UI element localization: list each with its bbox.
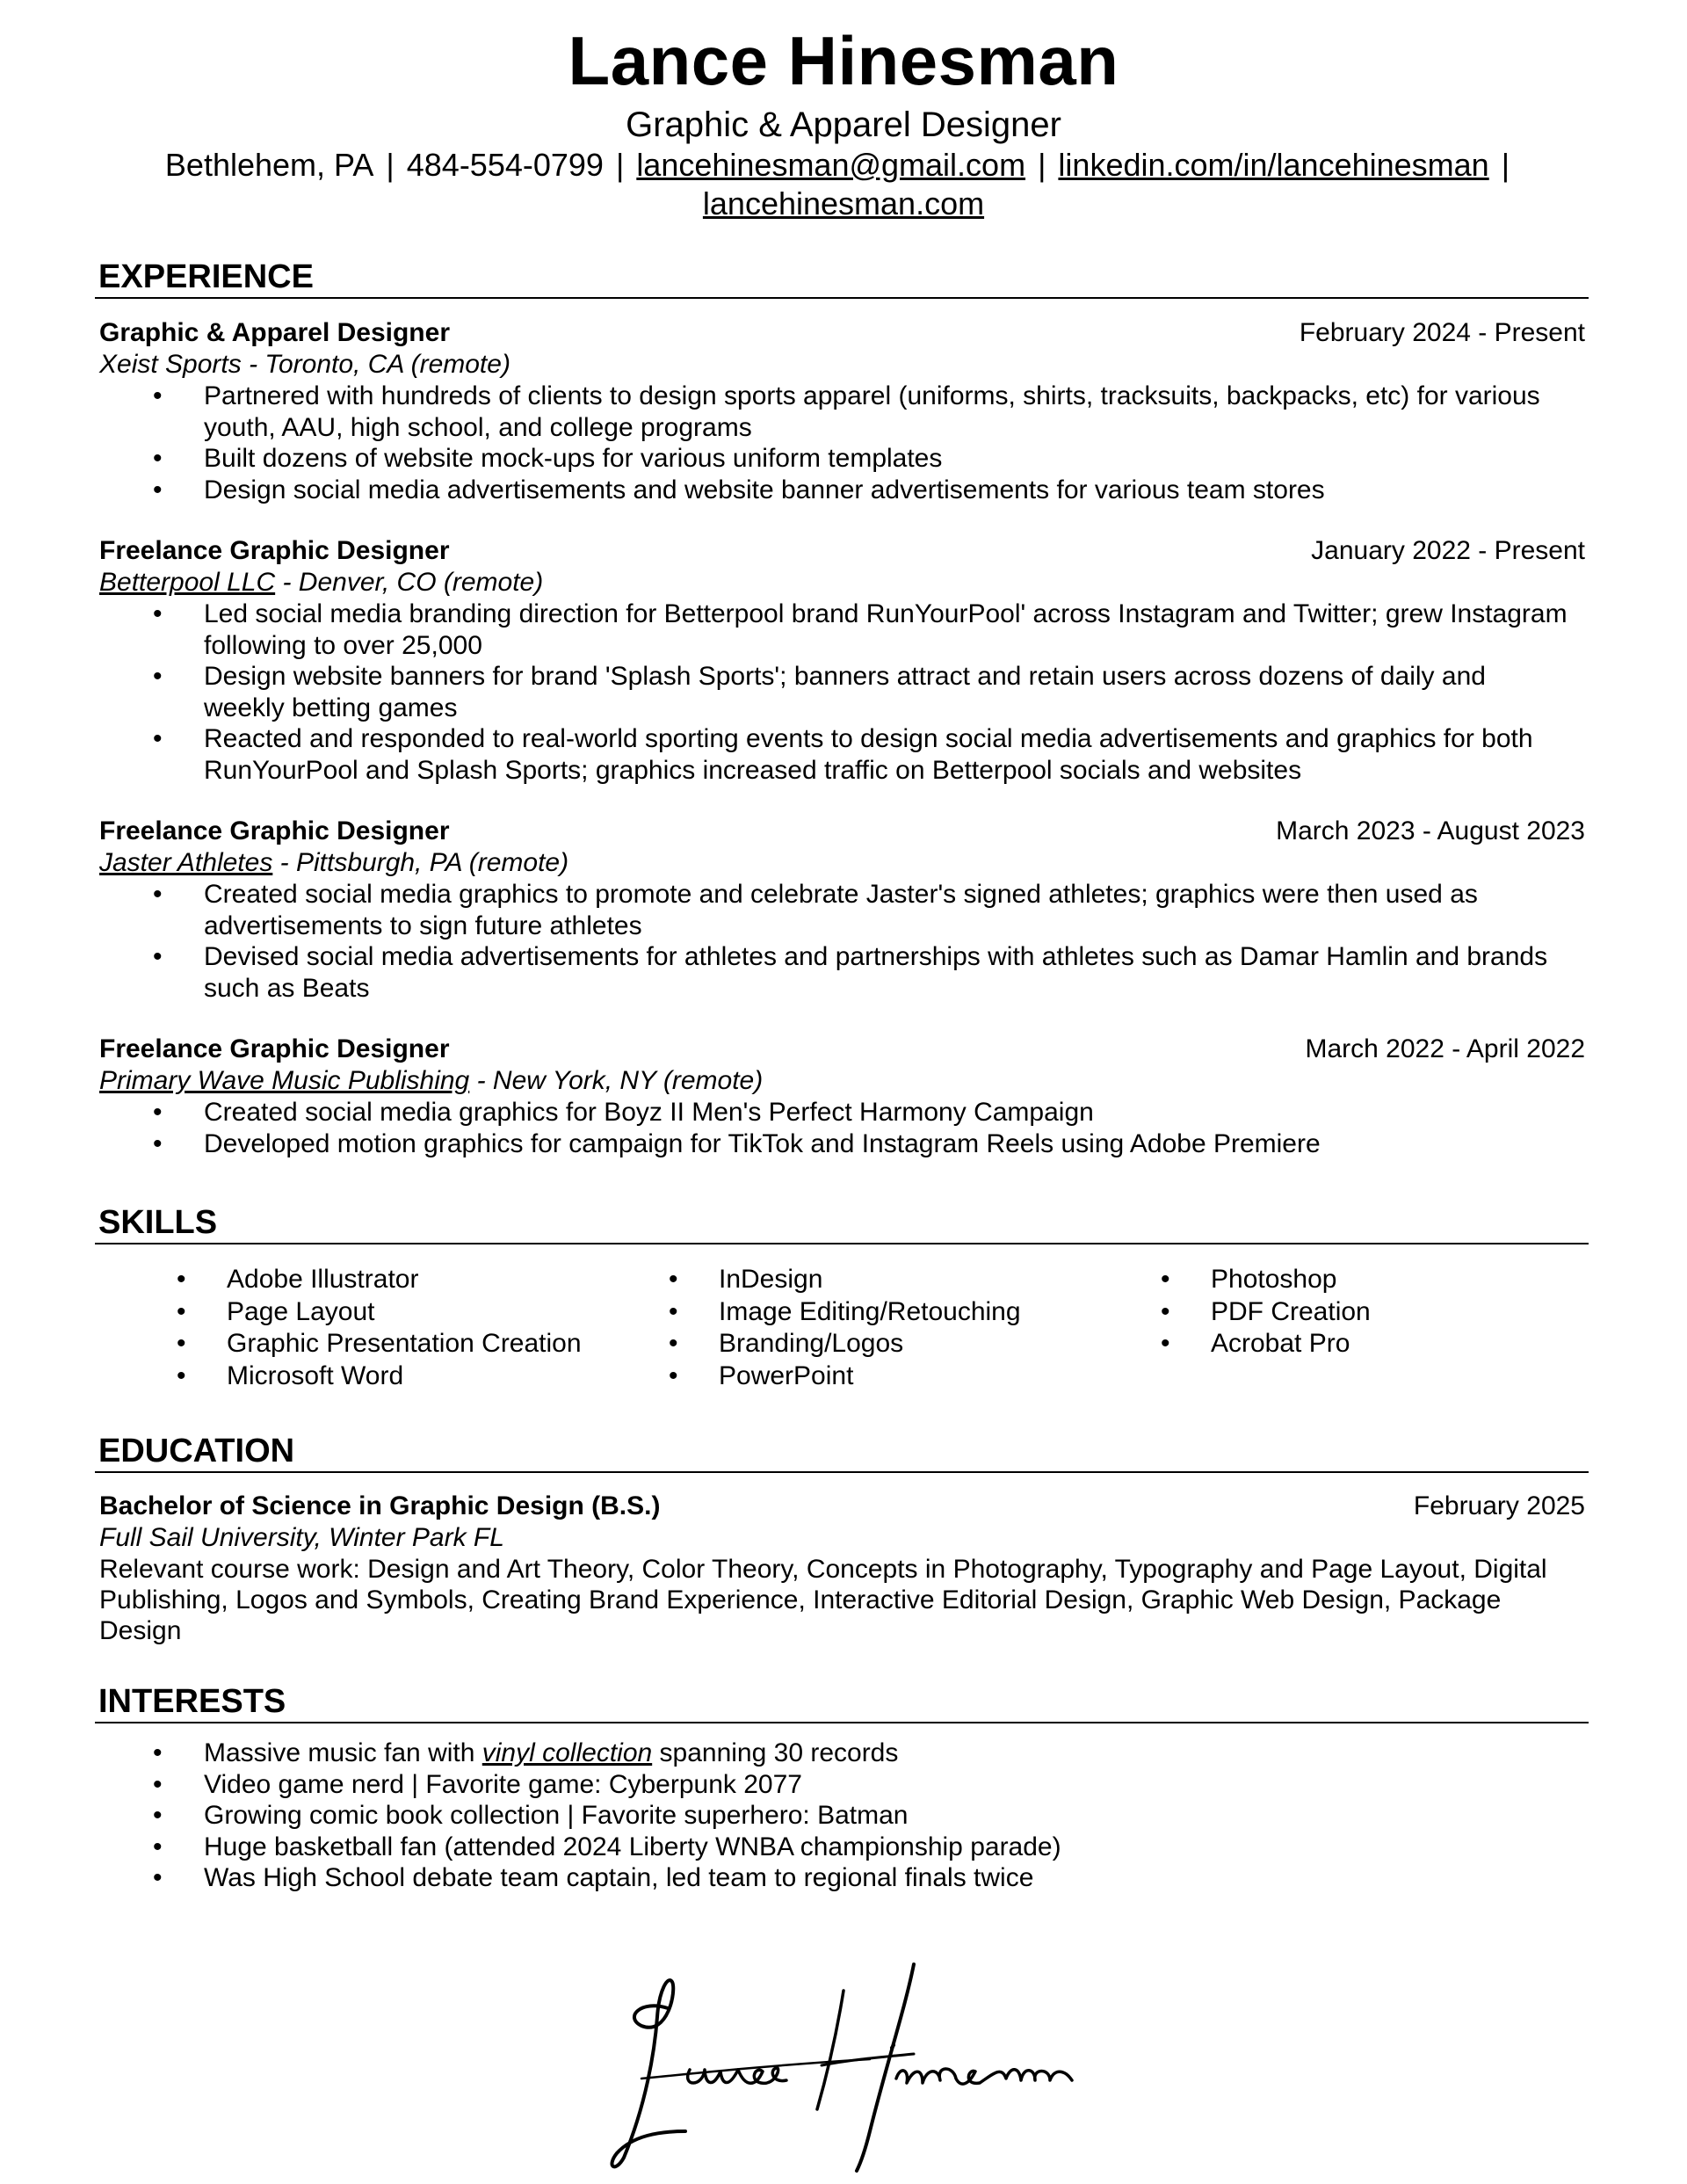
interest-text-tail: spanning 30 records — [652, 1738, 899, 1767]
job-bullet: • Design social media advertisements and website banner advertisements for various team stores — [95, 475, 1589, 506]
company-location: - Denver, CO (remote) — [275, 568, 544, 597]
skill-item: • Adobe Illustrator — [95, 1264, 587, 1296]
interest-text: Was High School debate team captain, led team to regional finals twice — [204, 1863, 1034, 1892]
experience-section — [95, 257, 1589, 1159]
job-bullet: • Developed motion graphics for campaign for TikTok and Instagram Reels using Adobe Premiere — [95, 1128, 1589, 1160]
job-entry — [95, 535, 1589, 786]
email-link[interactable]: lancehinesman@gmail.com — [636, 147, 1026, 183]
job-bullet: • Built dozens of website mock-ups for various uniform templates — [95, 443, 1589, 475]
job-bullet: • Led social media branding direction for Betterpool brand RunYourPool' across Instagram and Twitter; grew Instagram following to over 25,000 — [95, 599, 1589, 661]
skill-item: • Microsoft Word — [95, 1360, 587, 1393]
job-header-row — [95, 535, 1589, 567]
education-date: February 2025 — [1413, 1491, 1585, 1520]
company-name[interactable]: Betterpool LLC — [99, 568, 276, 597]
skill-item: • PDF Creation — [1079, 1296, 1571, 1329]
skill-item: • Branding/Logos — [587, 1328, 1079, 1360]
coursework: Relevant course work: Design and Art Theory, Color Theory, Concepts in Photography, Typography and Page Layout, Digital Publishing, Logos and Symbols, Creating Brand Experience, Interactive Editorial Design, Graphic Web Design, Package Design — [99, 1555, 1547, 1645]
job-company-line — [95, 349, 1589, 381]
job-header-row — [95, 816, 1589, 847]
interests-section — [95, 1681, 1589, 1894]
school: Full Sail University, Winter Park FL — [99, 1523, 504, 1552]
skills-section — [95, 1202, 1589, 1392]
job-bullets — [95, 599, 1589, 786]
interest-item — [95, 1738, 1589, 1769]
job-dates: February 2024 - Present — [1299, 318, 1585, 347]
phone: 484-554-0799 — [406, 147, 604, 183]
company-name[interactable]: Primary Wave Music Publishing — [99, 1066, 470, 1095]
skill-item: • Acrobat Pro — [1079, 1328, 1571, 1360]
education-row — [95, 1491, 1589, 1522]
location: Bethlehem, PA — [164, 147, 374, 183]
skill-item: • Image Editing/Retouching — [587, 1296, 1079, 1329]
interest-text: Huge basketball fan (attended 2024 Liberty WNBA championship parade) — [204, 1832, 1061, 1861]
job-bullets — [95, 879, 1589, 1004]
job-title: Freelance Graphic Designer — [99, 536, 450, 565]
signature-image — [606, 1955, 1081, 2175]
interest-text: Video game nerd | Favorite game: Cyberpunk 2077 — [204, 1769, 802, 1799]
education-section — [95, 1431, 1589, 1646]
interest-item — [95, 1862, 1589, 1894]
degree: Bachelor of Science in Graphic Design (B.S.) — [99, 1491, 661, 1520]
skills-list — [1079, 1264, 1571, 1360]
skill-item: • InDesign — [587, 1264, 1079, 1296]
job-bullet: • Design website banners for brand 'Splash Sports'; banners attract and retain users across dozens of daily and weekly betting games — [95, 661, 1589, 723]
company-name: Xeist Sports — [99, 350, 242, 379]
job-company-line — [95, 567, 1589, 599]
candidate-name: Lance Hinesman — [568, 22, 1119, 99]
job-dates: March 2022 - April 2022 — [1305, 1034, 1585, 1063]
interest-text: Growing comic book collection | Favorite superhero: Batman — [204, 1801, 909, 1830]
skill-item: • Photoshop — [1079, 1264, 1571, 1296]
section-heading: INTERESTS — [95, 1681, 1589, 1723]
jobs-list — [95, 317, 1589, 1159]
skills-grid — [95, 1264, 1589, 1392]
job-dates: January 2022 - Present — [1311, 536, 1585, 565]
job-bullet: • Devised social media advertisements for athletes and partnerships with athletes such as Damar Hamlin and brands such as Beats — [95, 941, 1589, 1004]
interests-list — [95, 1738, 1589, 1894]
section-heading: EXPERIENCE — [95, 257, 1589, 299]
interest-text: Massive music fan with — [204, 1738, 482, 1767]
job-bullet: • Created social media graphics to promote and celebrate Jaster's signed athletes; graphics were then used as advertisements to sign future athletes — [95, 879, 1589, 941]
candidate-title: Graphic & Apparel Designer — [626, 105, 1061, 144]
job-company-line — [95, 1065, 1589, 1097]
job-entry — [95, 1034, 1589, 1159]
interest-item — [95, 1800, 1589, 1832]
skill-item: • PowerPoint — [587, 1360, 1079, 1393]
education-entry — [95, 1491, 1589, 1646]
contact-line — [79, 146, 1608, 223]
job-bullet: • Created social media graphics for Boyz II Men's Perfect Harmony Campaign — [95, 1097, 1589, 1128]
job-header-row — [95, 317, 1589, 349]
skills-column — [587, 1264, 1079, 1392]
company-location: - Pittsburgh, PA (remote) — [272, 848, 569, 877]
separator: | — [386, 147, 395, 183]
skills-column — [1079, 1264, 1571, 1392]
job-title: Graphic & Apparel Designer — [99, 318, 450, 347]
skill-item: • Page Layout — [95, 1296, 587, 1329]
company-name[interactable]: Jaster Athletes — [99, 848, 273, 877]
section-heading: EDUCATION — [95, 1431, 1589, 1473]
website-link[interactable]: lancehinesman.com — [702, 185, 985, 221]
separator: | — [1038, 147, 1046, 183]
linkedin-link[interactable]: linkedin.com/in/lancehinesman — [1058, 147, 1489, 183]
skills-column — [95, 1264, 587, 1392]
section-heading: SKILLS — [95, 1202, 1589, 1244]
skills-list — [587, 1264, 1079, 1392]
job-dates: March 2023 - August 2023 — [1276, 816, 1585, 845]
company-location: - Toronto, CA (remote) — [241, 350, 510, 379]
skills-list — [95, 1264, 587, 1392]
company-location: - New York, NY (remote) — [469, 1066, 764, 1095]
interest-link[interactable]: vinyl collection — [481, 1738, 653, 1767]
job-title: Freelance Graphic Designer — [99, 816, 450, 845]
job-company-line — [95, 847, 1589, 879]
job-header-row — [95, 1034, 1589, 1065]
separator: | — [615, 147, 625, 183]
job-bullet: • Partnered with hundreds of clients to design sports apparel (uniforms, shirts, tracksuits, backpacks, etc) for various youth, AAU, high school, and college programs — [95, 381, 1589, 443]
job-bullet: • Reacted and responded to real-world sporting events to design social media advertisements and graphics for both RunYourPool and Splash Sports; graphics increased traffic on Betterpool socials and websites — [95, 723, 1589, 786]
separator: | — [1501, 147, 1510, 183]
resume-header — [0, 21, 1687, 223]
job-bullets — [95, 381, 1589, 505]
interest-item — [95, 1769, 1589, 1801]
job-bullets — [95, 1097, 1589, 1159]
interest-item — [95, 1832, 1589, 1863]
skill-item: • Graphic Presentation Creation — [95, 1328, 587, 1360]
job-entry — [95, 317, 1589, 505]
job-title: Freelance Graphic Designer — [99, 1034, 450, 1063]
job-entry — [95, 816, 1589, 1004]
